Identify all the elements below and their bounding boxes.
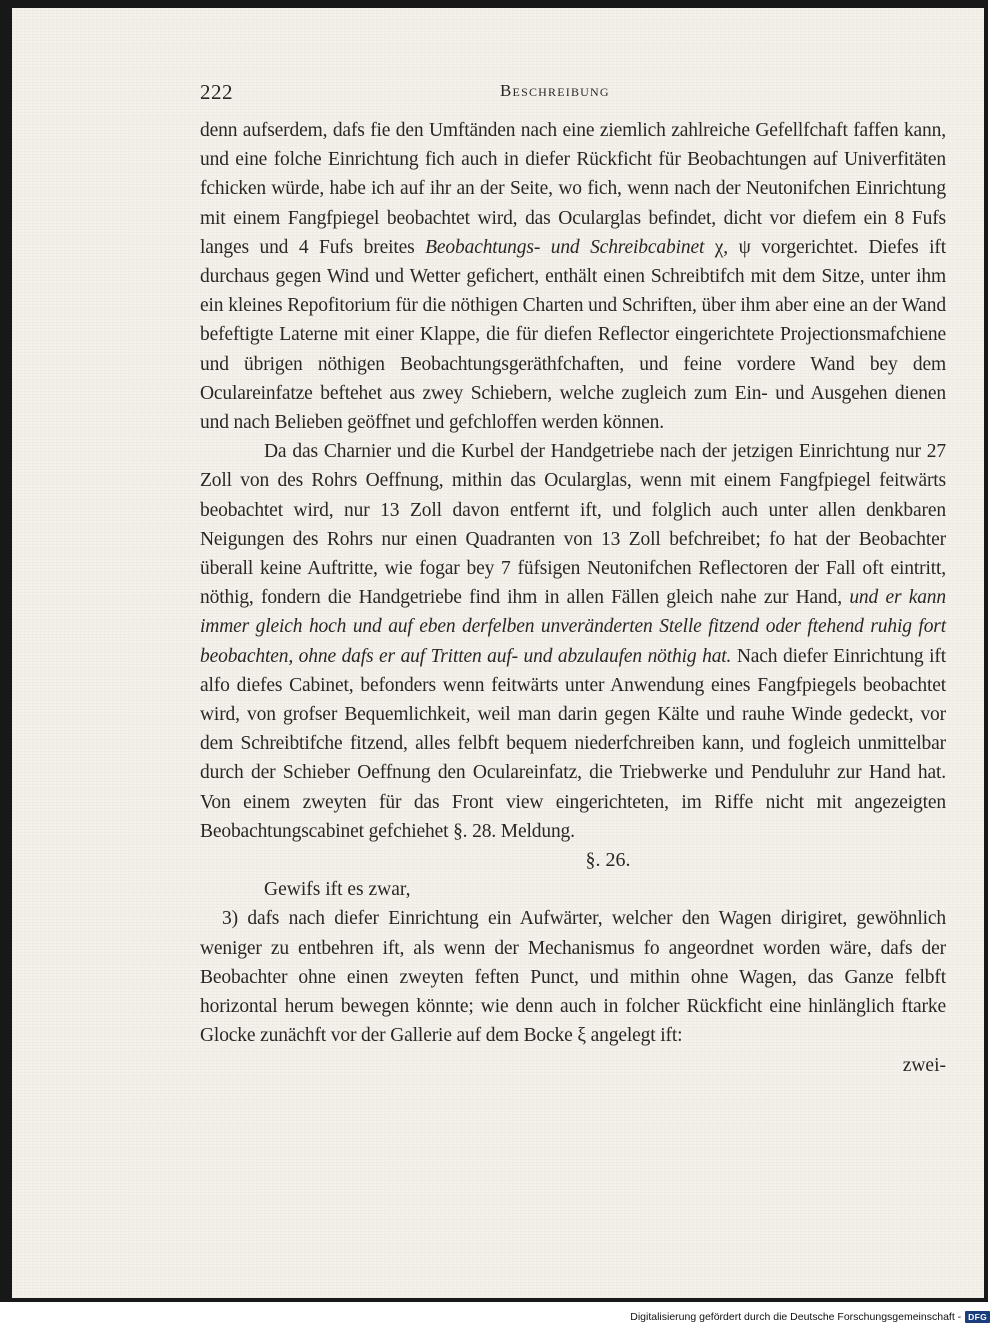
paragraph-1-rest: χ, ψ vorgerichtet. Diefes ift durchaus gegen Wind und Wetter gefichert, enthält einen Schreibtifch mit dem Sitze, unter ihm ein kleines Repofitorium für die nöthigen Charten und Schriften, über ihm aber eine an der Wand befeftigte Laterne mit einer Klappe, die für diefen Reflector eingerichtete Projectionsmafchiene und übrigen nöthigen Beobachtungsgeräthfchaften, und feine vordere Wand bey dem Oculareinfatze beftehet aus zwey Schiebern, welche zugleich zum Ein- und Ausgehen dienen und nach Belieben geöffnet und gefchloffen werden können. <box>200 236 946 434</box>
page-number: 222 <box>200 80 233 104</box>
catchword: zwei- <box>902 1054 946 1076</box>
paragraph-2-rest: Nach diefer Einrichtung ift alfo diefes Cabinet, befonders wenn feitwärts unter Anwendung eines Fangfpiegels beobachtet wird, von grofser Bequemlichkeit, weil man darin gegen Kälte und rauhe Winde gedeckt, vor dem Schreibtifche fitzend, alles felbft bequem niederfchreiben kann, und fogleich unmittelbar durch der Schieber Oeffnung den Oculareinfatz, die Triebwerke und Penduluhr zur Hand hat. Von einem zweyten für das Front view eingerichteten, im Riffe nicht mit angezeigten Beobachtungscabinet gefchiehet §. 28. Meldung. <box>200 645 946 842</box>
page-header <box>200 80 946 110</box>
footer-credit <box>630 1310 990 1324</box>
paragraph-3: Gewifs ift es zwar, <box>264 879 411 901</box>
paragraph-2-text: Da das Charnier und die Kurbel der Handgetriebe nach der jetzigen Einrichtung nur 27 Zoll von des Rohrs Oeffnung, mithin das Ocularglas, wenn mit einem Fangfpiegel feitwärts beobachtet wird, nur 13 Zoll davon entfernt ift, und folglich auch unter allen denkbaren Neigungen des Rohrs nur einen Quadranten von 13 Zoll befchreibet; fo hat der Beobachter überall keine Auftritte, wie fogar bey 7 füfsigen Neutonifchen Reflectoren der Fall oft eintritt, nöthig, fondern die Handgetriebe find ihm in allen Fällen gleich nahe zur Hand, <box>200 441 946 609</box>
paragraph-2 <box>200 437 946 846</box>
paragraph-1-italic: Beobachtungs- und Schreibcabinet <box>425 236 705 258</box>
paragraph-4: 3) dafs nach diefer Einrichtung ein Aufwärter, welcher den Wagen dirigiret, gewöhnlich weniger zu entbehren ift, als wenn der Mechanismus fo angeordnet worden wäre, dafs der Beobachter ohne einen zweyten feften Punct, und mithin ohne Wagen, das Ganze felbft horizontal herum bewegen könnte; wie denn auch in folcher Rückficht eine hinlänglich ftarke Glocke zunächft vor der Gallerie auf dem Bocke ξ angelegt ift: <box>200 908 946 1047</box>
section-heading: §. 26. <box>585 849 631 872</box>
paragraph-1-text: denn aufserdem, dafs fie den Umftänden nach eine ziemlich zahlreiche Gefellfchaft faffen kann, und eine folche Einrichtung fich auch in diefer Rückficht für Beobachtungen auf Univerfitäten fchicken würde, habe ich auf ihr an der Seite, wo fich, wenn nach der Neutonifchen Einrichtung mit einem Fangfpiegel beobachtet wird, das Ocularglas befindet, dicht vor diefem ein 8 Fufs langes und 4 Fufs breites <box>200 120 946 258</box>
book-page <box>12 8 984 1298</box>
body-text <box>200 116 946 1080</box>
paragraph-1 <box>200 116 946 437</box>
paragraph-2-italic: und er kann immer gleich hoch und auf eben derfelben unveränderten Stelle fitzend oder ftehend ruhig fort beobachten, ohne dafs er auf Tritten auf- und abzulaufen nöthig hat. <box>200 587 947 667</box>
running-title: Beschreibung <box>500 81 610 100</box>
dfg-logo-icon: DFG <box>965 1311 990 1323</box>
footer-credit-text: Digitalisierung gefördert durch die Deutsche Forschungsgemeinschaft - <box>630 1311 962 1323</box>
